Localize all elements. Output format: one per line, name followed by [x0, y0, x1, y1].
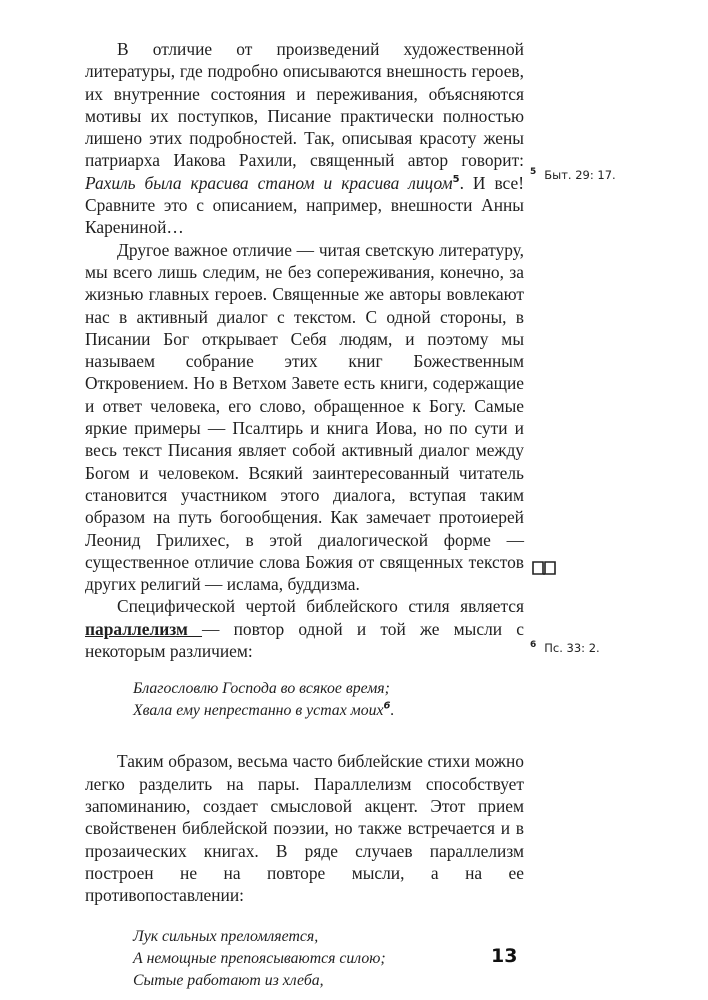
footnote-ref-6[interactable]: 6: [383, 701, 391, 713]
quote-psalm-line-2: [133, 700, 524, 722]
quote-psalm-line-2-text: Хвала ему непрестанно в устах моих: [133, 702, 384, 720]
quote-psalm-line-2-end: .: [390, 702, 395, 720]
quote-kings-line-3: Сытые работают из хлеба,: [133, 972, 324, 990]
quote-kings: [85, 926, 524, 992]
p3-text-end: — повтор одной и той же мысли с некоторым различием:: [85, 618, 524, 662]
paragraph-3: [85, 595, 524, 662]
footnote-6-text: Пс. 33: 2.: [544, 641, 600, 655]
quote-kings-line-1: Лук сильных преломляется,: [133, 928, 319, 946]
p1-quote: Рахиль была красива станом и красива лицом: [85, 172, 453, 193]
paragraph-4: Таким образом, весьма часто библейские стихи можно легко разделить на пары. Параллелизм способствует запоминанию, создает смысловой акцент. Этот прием свойственен библейской поэзии, но также встречается и в прозаических книгах. В ряде случаев параллелизм построен не на повторе мысли, а на ее противопоставлении:: [85, 751, 524, 906]
quote-psalm: [85, 678, 524, 722]
footnote-5-number: 5: [530, 167, 537, 178]
footnote-5: [530, 168, 616, 182]
p1-text-end: . И все! Сравните это с описанием, например, внешности Анны Карениной…: [85, 172, 524, 238]
page-number: 13: [491, 945, 518, 967]
p3-text-start: Специфической чертой библейского стиля является: [117, 596, 524, 617]
footnote-ref-5[interactable]: 5: [452, 173, 460, 185]
glossary-term-link[interactable]: параллелизм: [85, 618, 203, 639]
footnote-5-text: Быт. 29: 17.: [544, 168, 616, 182]
footnote-6-number: 6: [530, 640, 537, 651]
quote-psalm-line-1: Благословлю Господа во всякое время;: [133, 680, 390, 698]
paragraph-2: Другое важное отличие — читая светскую литературу, мы всего лишь следим, не без сопереживания, конечно, за жизнью главных героев. Священные же авторы вовлекают нас в активный диалог с текстом. С одной стороны, в Писании Бог открывает Себя людям, и поэтому мы называем собрание этих книг Божественным Откровением. Но в Ветхом Завете есть книги, содержащие и ответ человека, его слово, обращенное к Богу. Самые яркие примеры — Псалтирь и книга Иова, но по сути и весь текст Писания являет собой активный диалог между Богом и человеком. Всякий заинтересованный читатель становится участником этого диалога, вступая таким образом на путь богообщения. Как замечает протоиерей Леонид Грилихес, в этой диалогической форме — существенное отличие слова Божия от священных текстов других религий — ислама, буддизма.: [85, 239, 524, 595]
paragraph-1: [85, 38, 524, 239]
footnote-6: [530, 641, 600, 655]
quote-kings-line-2: А немощные препоясываются силою;: [133, 950, 386, 968]
p1-text-start: В отличие от произведений художественной литературы, где подробно описываются внешность героев, их внутренние состояния и переживания, объясняются мотивы их поступков, Писание практически полностью лишено этих подробностей. Так, описывая красоту жены патриарха Иакова Рахили, священный автор говорит:: [85, 39, 524, 171]
main-text: [85, 38, 524, 992]
open-book-icon[interactable]: [532, 560, 556, 576]
